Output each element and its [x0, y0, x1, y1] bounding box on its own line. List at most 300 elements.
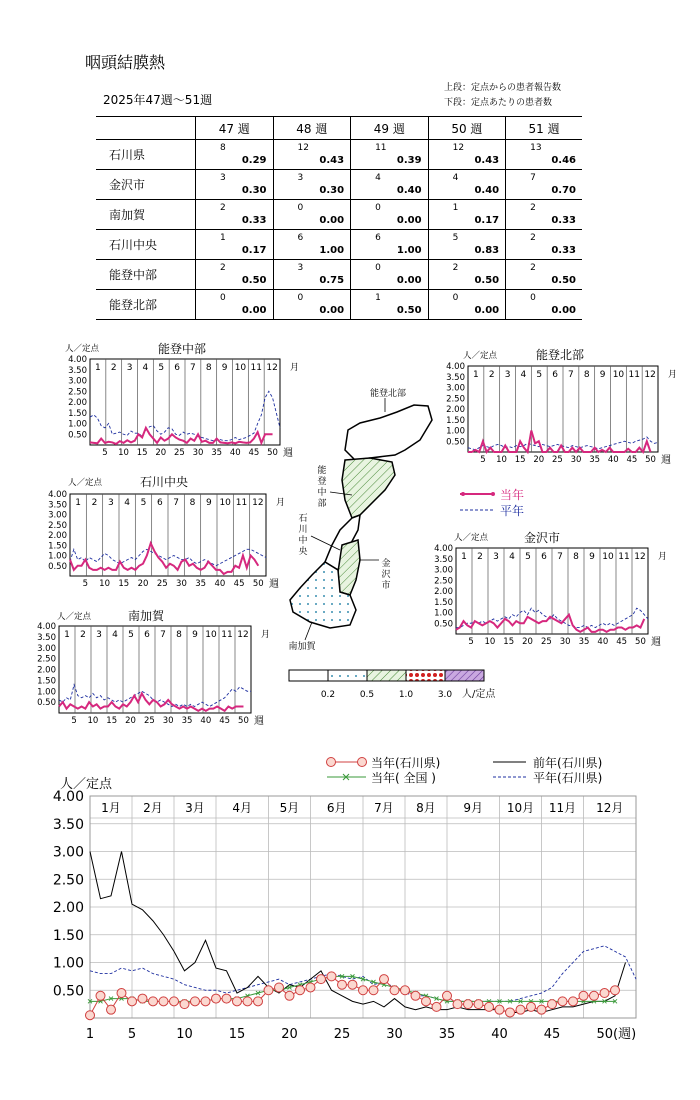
month-label: 12 [644, 370, 656, 380]
month-label: 9 [221, 363, 228, 373]
month-label: 8 [189, 498, 196, 508]
period-label: 2025年47週～51週 [103, 93, 213, 107]
month-label: 1月 [101, 801, 121, 815]
per-sentinel-rate: 0.43 [319, 155, 345, 166]
y-tick-label: 3.50 [68, 365, 87, 376]
mini-chart [48, 474, 285, 590]
report-count: 2 [220, 263, 226, 273]
y-tick-label: 4.00 [48, 490, 67, 500]
month-label: 8 [573, 552, 579, 562]
y-tick-label: 1.00 [68, 419, 87, 430]
mini-chart [37, 608, 270, 727]
month-label: 8 [176, 630, 182, 640]
report-count: 0 [220, 293, 226, 303]
x-tick-label: 25 [540, 637, 552, 647]
month-label: 9月 [463, 801, 484, 815]
map-label-char: 登 [317, 477, 327, 487]
month-unit: 月 [658, 552, 668, 562]
series-point-current [527, 1002, 536, 1011]
series-point-current [369, 986, 378, 995]
series-point-current [537, 1005, 546, 1014]
x-tick-label: 50(週) [596, 1027, 637, 1042]
legend-marker [358, 758, 367, 767]
month-label: 3 [504, 370, 511, 380]
x-tick-label: 35 [195, 579, 207, 589]
series-point-current [579, 991, 588, 1000]
y-tick-label: 1.50 [48, 541, 67, 552]
month-label: 6 [156, 498, 163, 508]
x-tick-label: 20 [125, 716, 136, 726]
x-tick-label: 25 [333, 1027, 351, 1042]
y-tick-label: 1.50 [52, 927, 84, 944]
month-label: 2 [477, 552, 483, 562]
week-unit: 週 [283, 448, 293, 459]
scale-tick: 0.2 [320, 690, 336, 700]
series-point-current [149, 997, 158, 1006]
y-axis-label: 人／定点 [60, 777, 113, 792]
y-tick-label: 0.50 [52, 983, 84, 1000]
main-legend [327, 755, 603, 785]
series-point-current [128, 997, 137, 1006]
mini-chart [446, 347, 677, 466]
month-label: 9 [599, 370, 606, 380]
map-label: 能登北部 [369, 389, 407, 399]
y-tick-label: 2.50 [37, 654, 56, 665]
series-point-current [464, 1000, 473, 1009]
y-tick-label: 2.00 [446, 405, 465, 415]
week-unit: 週 [254, 716, 264, 727]
scale-tick: 3.0 [437, 690, 453, 700]
note-upper: 上段：定点からの患者報告数 [444, 83, 562, 93]
month-label: 11 [235, 498, 248, 508]
region-noto-north [345, 405, 432, 460]
month-label: 3 [96, 630, 102, 640]
x-tick-label: 20 [137, 579, 149, 589]
x-tick-label: 15 [106, 716, 118, 726]
y-tick-label: 1.50 [68, 408, 87, 419]
month-label: 12 [237, 630, 249, 640]
mini-chart [434, 530, 667, 648]
x-tick-label: 15 [136, 448, 148, 458]
month-label: 2 [110, 363, 117, 373]
series-point-current [285, 991, 294, 1000]
series-point-current [485, 1002, 494, 1011]
month-label: 4 [112, 630, 118, 640]
y-tick-label: 1.50 [434, 597, 453, 608]
month-label: 11 [250, 363, 262, 373]
series-point-current [569, 997, 578, 1006]
report-count: 0 [375, 263, 381, 273]
series-point-current [264, 986, 273, 995]
legend-label: 当年(石川県) [371, 756, 441, 770]
month-label: 12月 [596, 801, 624, 815]
month-label: 10 [612, 370, 625, 380]
scale-swatch [289, 670, 328, 681]
map-label-char: 中 [317, 488, 327, 498]
report-count: 11 [375, 143, 387, 153]
x-tick-label: 45 [626, 455, 638, 465]
series-point-current [212, 994, 221, 1003]
scale-tick: 1.0 [398, 690, 414, 700]
week-header: 50 週 [428, 117, 506, 140]
per-sentinel-rate: 0.00 [319, 305, 345, 316]
x-tick-label: 35 [181, 716, 193, 726]
y-tick-label: 1.00 [434, 608, 453, 619]
y-tick-label: 0.50 [68, 430, 87, 441]
y-tick-label: 3.50 [37, 632, 56, 643]
report-count: 4 [452, 173, 459, 183]
y-tick-label: 3.50 [434, 554, 453, 565]
map-label-char: 市 [381, 581, 391, 591]
x-tick-label: 30 [162, 716, 174, 726]
y-tick-label: 4.00 [446, 362, 465, 372]
y-tick-label: 1.00 [52, 955, 84, 972]
per-sentinel-rate: 0.83 [474, 245, 500, 256]
report-count: 0 [375, 203, 381, 213]
month-label: 11 [221, 630, 233, 640]
legend-current-label: 当年 [500, 488, 525, 502]
per-sentinel-rate: 0.33 [241, 215, 267, 226]
x-tick-label: 40 [229, 448, 241, 458]
per-sentinel-rate: 1.00 [396, 245, 422, 256]
per-sentinel-rate: 0.00 [396, 275, 422, 286]
report-count: 1 [452, 203, 459, 213]
month-label: 5月 [279, 801, 300, 815]
scale-swatch [445, 670, 484, 681]
series-point-current [474, 1000, 483, 1009]
y-tick-label: 4.00 [52, 789, 84, 805]
x-tick-label: 40 [491, 1027, 508, 1042]
per-sentinel-rate: 0.00 [319, 215, 345, 226]
note-lower: 下段：定点あたりの患者数 [444, 98, 553, 108]
map-label-char: 石 [298, 514, 308, 524]
scale-tick: 0.5 [359, 690, 375, 700]
x-tick-label: 10 [118, 448, 129, 458]
x-tick-label: 5 [468, 637, 474, 647]
series-point-current [86, 1011, 95, 1020]
month-label: 5 [525, 552, 531, 562]
month-label: 5 [140, 498, 147, 508]
per-sentinel-rate: 0.50 [241, 275, 267, 286]
chart-title: 金沢市 [524, 531, 561, 545]
x-tick-label: 40 [597, 637, 609, 647]
week-unit: 週 [661, 455, 671, 466]
month-label: 11 [628, 370, 640, 380]
x-tick-label: 45 [248, 448, 260, 458]
per-sentinel-rate: 0.75 [319, 275, 345, 286]
y-tick-label: 2.00 [68, 398, 87, 408]
y-axis-label: 人／定点 [65, 344, 100, 354]
series-point-current [516, 1005, 525, 1014]
label-leader [305, 622, 312, 640]
week-unit: 週 [269, 579, 279, 590]
series-point-current [201, 997, 210, 1006]
x-tick-label: 25 [173, 448, 185, 458]
y-tick-label: 2.50 [48, 520, 67, 531]
month-label: 5 [536, 370, 543, 380]
map-label-char: 部 [317, 499, 327, 509]
month-label: 7 [173, 498, 180, 508]
chart-title: 能登中部 [158, 342, 207, 356]
x-tick-label: 50 [635, 637, 646, 647]
y-axis-label: 人／定点 [463, 351, 498, 361]
y-tick-label: 0.50 [37, 698, 56, 709]
y-tick-label: 1.00 [37, 687, 56, 698]
month-label: 5 [128, 630, 134, 640]
y-tick-label: 2.00 [434, 587, 453, 597]
x-tick-label: 35 [578, 637, 590, 647]
x-tick-label: 30 [176, 579, 187, 589]
y-tick-label: 2.50 [446, 394, 465, 405]
x-tick-label: 30 [192, 448, 204, 458]
series-point-current [275, 983, 284, 992]
month-label: 4 [142, 363, 149, 373]
report-count: 7 [530, 173, 536, 183]
month-label: 2 [91, 498, 98, 508]
y-tick-label: 2.50 [434, 576, 453, 587]
series-point-current [222, 994, 231, 1003]
week-header: 47 週 [196, 117, 274, 140]
month-label: 10 [205, 630, 217, 640]
series-point-current [348, 980, 357, 989]
map-label-char: 沢 [381, 570, 391, 580]
x-tick-label: 30 [386, 1027, 403, 1042]
chart-title: 能登北部 [536, 348, 585, 362]
map-label-char: 央 [298, 547, 308, 557]
region-name: 金沢市 [96, 170, 196, 200]
region-noto-central [342, 458, 395, 518]
month-label: 10月 [506, 801, 535, 815]
per-sentinel-rate: 0.40 [474, 185, 500, 196]
report-count: 3 [297, 263, 304, 273]
month-label: 12 [266, 363, 278, 373]
month-label: 3 [493, 552, 499, 562]
report-count: 4 [375, 173, 381, 183]
month-label: 6 [552, 370, 558, 380]
y-tick-label: 2.00 [37, 665, 56, 676]
month-unit: 月 [276, 498, 286, 508]
report-count: 0 [297, 293, 304, 303]
y-tick-label: 2.50 [52, 872, 84, 889]
y-tick-label: 0.50 [48, 561, 67, 572]
scale-swatch [367, 670, 406, 681]
month-label: 4月 [232, 801, 253, 815]
series-point-current [422, 997, 431, 1006]
x-tick-label: 10 [176, 1027, 193, 1042]
series-point-current [338, 980, 347, 989]
month-unit: 月 [290, 363, 300, 373]
x-tick-label: 10 [87, 716, 99, 726]
month-label: 9 [192, 630, 198, 640]
x-tick-label: 35 [211, 448, 223, 458]
region-name: 石川中央 [96, 230, 196, 260]
x-tick-label: 25 [143, 716, 155, 726]
y-tick-label: 2.00 [52, 900, 84, 916]
y-tick-label: 3.00 [434, 565, 453, 576]
x-tick-label: 20 [281, 1027, 298, 1042]
series-line-current [468, 431, 651, 453]
x-tick-label: 50 [252, 579, 264, 589]
mini-charts [37, 341, 677, 727]
x-tick-label: 20 [155, 448, 167, 458]
y-tick-label: 4.00 [68, 355, 87, 365]
month-label: 10 [602, 552, 614, 562]
y-axis-label: 人／定点 [57, 612, 92, 622]
month-label: 8月 [416, 801, 436, 815]
y-tick-label: 3.50 [48, 500, 67, 511]
per-sentinel-rate: 0.40 [396, 185, 422, 196]
month-label: 12 [252, 498, 264, 508]
report-count: 2 [220, 203, 226, 213]
x-tick-label: 5 [127, 1027, 137, 1042]
series-point-current [317, 975, 326, 984]
x-tick-label: 35 [589, 455, 601, 465]
per-sentinel-rate: 0.50 [474, 275, 500, 286]
report-count: 0 [530, 293, 536, 303]
x-tick-label: 5 [102, 448, 108, 458]
legend-marker [327, 758, 336, 767]
chart-title: 南加賀 [128, 609, 165, 623]
y-tick-label: 3.00 [48, 510, 67, 521]
month-label: 4 [124, 498, 131, 508]
month-label: 6 [144, 630, 150, 640]
x-tick-label: 40 [214, 579, 226, 589]
y-axis-label: 人／定点 [454, 533, 489, 543]
report-count: 12 [452, 143, 465, 153]
month-label: 7 [557, 552, 563, 562]
series-point-current [495, 1005, 504, 1014]
series-point-current [380, 975, 389, 984]
report-count: 3 [297, 173, 304, 183]
report-count: 3 [220, 173, 226, 183]
report-count: 6 [297, 233, 304, 243]
report-count: 0 [452, 293, 459, 303]
per-sentinel-rate: 0.33 [551, 245, 576, 256]
region-kanazawa [338, 540, 360, 595]
main-chart [53, 755, 636, 1042]
x-tick-label: 45 [616, 637, 628, 647]
series-point-current [453, 1000, 462, 1009]
region-name: 南加賀 [96, 200, 196, 230]
series-point-current [254, 997, 263, 1006]
series-point-current [306, 983, 315, 992]
per-sentinel-rate: 0.33 [551, 215, 576, 226]
month-label: 3月 [185, 801, 205, 815]
month-label: 8 [205, 363, 212, 373]
legend-label: 当年( 全国 ) [371, 771, 436, 785]
per-sentinel-rate: 0.30 [319, 185, 345, 196]
x-tick-label: 10 [496, 455, 507, 465]
x-tick-label: 30 [570, 455, 582, 465]
series-point-current [600, 989, 609, 998]
region-name: 能登北部 [96, 290, 196, 320]
series-point-current [590, 991, 599, 1000]
report-count: 5 [452, 233, 459, 243]
x-tick-label: 15 [228, 1027, 246, 1042]
x-tick-label: 50 [238, 716, 249, 726]
series-point-current [233, 997, 242, 1006]
chart-title: 石川中央 [140, 475, 189, 489]
per-sentinel-rate: 0.50 [396, 305, 422, 316]
y-tick-label: 1.50 [446, 415, 465, 426]
month-label: 3 [107, 498, 114, 508]
scale-swatch [328, 670, 367, 681]
report-count: 12 [297, 143, 309, 153]
x-tick-label: 50 [267, 448, 278, 458]
month-label: 4 [509, 552, 515, 562]
x-tick-label: 5 [82, 579, 89, 589]
report-count: 0 [297, 203, 304, 213]
month-label: 4 [520, 370, 527, 380]
x-tick-label: 45 [543, 1027, 561, 1042]
x-tick-label: 25 [551, 455, 563, 465]
series-point-current [327, 972, 336, 981]
per-sentinel-rate: 0.43 [474, 155, 500, 166]
y-tick-label: 2.50 [68, 387, 87, 398]
page-title: 咽頭結膜熱 [85, 53, 166, 72]
y-tick-label: 3.00 [52, 844, 84, 861]
series-point-current [107, 1005, 116, 1014]
per-sentinel-rate: 0.29 [241, 155, 267, 166]
legend-current-marker [461, 492, 465, 496]
x-tick-label: 40 [200, 716, 212, 726]
series-point-current [611, 986, 620, 995]
month-label: 6月 [326, 801, 347, 815]
x-tick-label: 15 [514, 455, 526, 465]
month-label: 2 [488, 370, 495, 380]
report-count: 8 [220, 143, 226, 153]
series-point-current [191, 997, 200, 1006]
y-tick-label: 0.50 [434, 619, 453, 630]
month-label: 7 [160, 630, 166, 640]
month-label: 3 [126, 363, 133, 373]
x-tick-label: 5 [480, 455, 486, 465]
series-point-current [180, 1000, 189, 1009]
y-axis-label: 人／定点 [68, 478, 103, 488]
report-count: 2 [530, 233, 536, 243]
month-label: 7 [190, 363, 196, 373]
month-label: 9 [589, 552, 595, 562]
month-label: 1 [461, 552, 467, 562]
x-tick-label: 35 [438, 1027, 456, 1042]
series-point-current [411, 991, 420, 1000]
map-label-char: 中 [298, 536, 308, 546]
report-count: 2 [452, 263, 459, 273]
x-tick-label: 25 [156, 579, 168, 589]
series-point-current [170, 997, 179, 1006]
map-label-char: 能 [317, 466, 327, 476]
series-point-current [138, 994, 147, 1003]
series-point-current [359, 986, 368, 995]
y-tick-label: 0.50 [446, 437, 465, 448]
per-sentinel-rate: 0.39 [396, 155, 422, 166]
per-sentinel-rate: 0.30 [241, 185, 267, 196]
y-tick-label: 3.00 [37, 643, 56, 654]
month-label: 1 [64, 630, 70, 640]
month-unit: 月 [668, 370, 678, 380]
legend-current-marker [491, 492, 495, 496]
y-tick-label: 4.00 [37, 622, 56, 632]
series-point-current [296, 986, 305, 995]
per-sentinel-rate: 0.46 [551, 155, 576, 166]
series-point-current [390, 986, 399, 995]
series-point-current [117, 989, 126, 998]
month-label: 5 [158, 363, 165, 373]
week-unit: 週 [651, 637, 661, 648]
prefecture-map [288, 387, 524, 700]
series-point-current [548, 1000, 557, 1009]
y-tick-label: 3.50 [446, 372, 465, 383]
